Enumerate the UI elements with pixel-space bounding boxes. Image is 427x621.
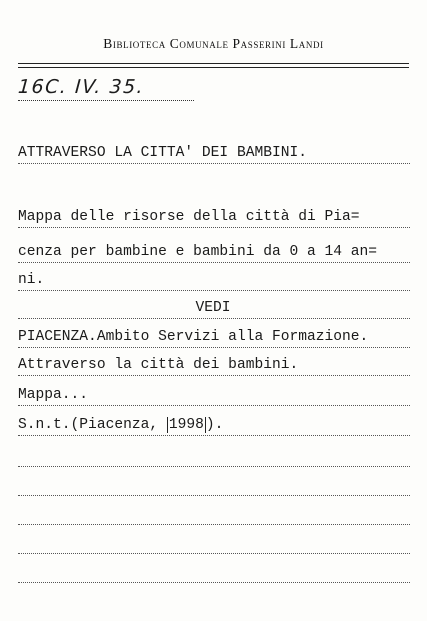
reference-line xyxy=(18,384,410,406)
title-line xyxy=(18,142,410,164)
description-line xyxy=(18,269,410,291)
description-text: ni. xyxy=(18,272,45,288)
imprint-text xyxy=(18,417,225,433)
see-line xyxy=(18,297,410,319)
header-rule-bottom xyxy=(18,67,409,68)
imprint-line xyxy=(18,414,410,436)
description-text: Mappa delle risorse della città di Pia= xyxy=(18,209,360,225)
library-name: Biblioteca Comunale Passerini Landi xyxy=(103,36,324,51)
blank-line xyxy=(18,445,410,467)
shelfmark: 16C. IV. 35. xyxy=(17,76,146,98)
imprint-year: 1998 xyxy=(168,417,204,433)
title-text: ATTRAVERSO LA CITTA' DEI BAMBINI. xyxy=(18,145,308,161)
reference-line xyxy=(18,326,410,348)
blank-line xyxy=(18,561,410,583)
blank-line xyxy=(18,532,410,554)
description-text: cenza per bambine e bambini da 0 a 14 an= xyxy=(18,244,378,260)
shelfmark-underline xyxy=(18,100,194,101)
reference-text: Attraverso la città dei bambini. xyxy=(18,357,299,373)
imprint-suffix: ). xyxy=(205,417,224,433)
reference-line xyxy=(18,354,410,376)
header-rule-top xyxy=(18,63,409,64)
reference-text: PIACENZA.Ambito Servizi alla Formazione. xyxy=(18,329,369,345)
description-line xyxy=(18,241,410,263)
blank-line xyxy=(18,474,410,496)
imprint-prefix: S.n.t.(Piacenza, xyxy=(18,417,167,433)
description-line xyxy=(18,206,410,228)
see-label: VEDI xyxy=(192,300,233,316)
blank-line xyxy=(18,503,410,525)
reference-text: Mappa... xyxy=(18,387,89,403)
